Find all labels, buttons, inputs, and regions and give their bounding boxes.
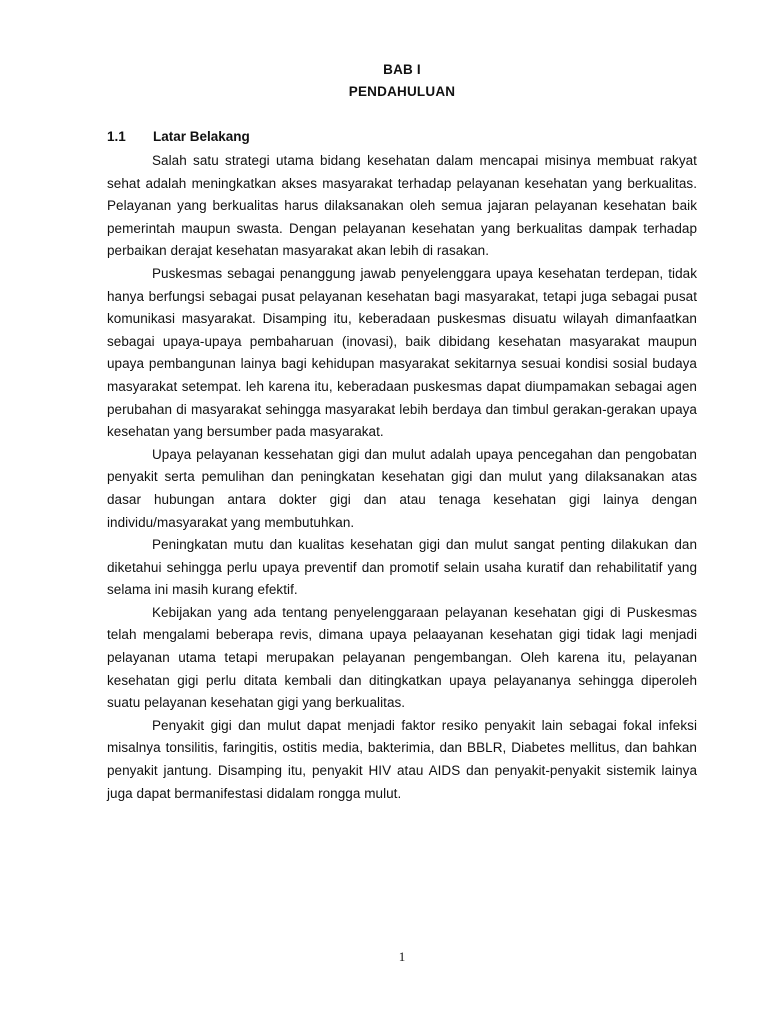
paragraph-6: Penyakit gigi dan mulut dapat menjadi faktor resiko penyakit lain sebagai fokal infeksi misalnya tonsilitis, faringitis, ostitis media, bakterimia, dan BBLR, Diabetes mellitus, dan bahkan penyakit jantung. Disamping itu, penyakit HIV atau AIDS dan penyakit-penyakit sistemik lainya juga dapat bermanifestasi didalam rongga mulut. [107, 717, 697, 801]
paragraph-5: Kebijakan yang ada tentang penyelenggaraan pelayanan kesehatan gigi di Puskesmas telah mengalami beberapa revis, dimana upaya pelaayanan kesehatan gigi tidak lagi menjadi pelayanan utama tetapi merupakan pelayanan pengembangan. Oleh karena itu, pelayanan kesehatan gigi perlu ditata kembali dan ditingkatkan upaya pelayananya sehingga diperoleh suatu pelayanan kesehatan gigi yang berkualitas. [107, 604, 697, 711]
section-heading [107, 129, 250, 144]
paragraph-2: Puskesmas sebagai penanggung jawab penyelenggara upaya kesehatan terdepan, tidak hanya berfungsi sebagai pusat pelayanan kesehatan bagi masyarakat, tetapi juga sebagai pusat komunikasi masyarakat. Disamping itu, keberadaan puskesmas disuatu wilayah dimanfaatkan sebagai upaya-upaya pembaharuan (inovasi), baik dibidang kesehatan masyarakat maupun upaya pembangunan lainya bagi kehidupan masyarakat sekitarnya sesuai kondisi sosial budaya masyarakat setempat. leh karena itu, keberadaan puskesmas dapat diumpamakan sebagai agen perubahan di masyarakat sehingga masyarakat lebih berdaya dan timbul gerakan-gerakan upaya kesehatan yang bersumber pada masyarakat. [107, 265, 697, 440]
page-number: 1 [398, 949, 406, 964]
body-text [107, 150, 697, 805]
chapter-number: BAB I [383, 62, 421, 77]
section-number: 1.1 [107, 129, 126, 144]
chapter-title: PENDAHULUAN [348, 84, 456, 99]
paragraph-1: Salah satu strategi utama bidang kesehatan dalam mencapai misinya membuat rakyat sehat adalah meningkatkan akses masyarakat terhadap pelayanan kesehatan yang berkualitas. Pelayanan yang berkualitas harus dilaksanakan oleh semua jajaran pelayanan kesehatan baik pemerintah maupun swasta. Dengan pelayanan kesehatan yang berkualitas dampak terhadap perbaikan derajat kesehatan masyarakat akan lebih di rasakan. [107, 153, 697, 259]
paragraph-4: Peningkatan mutu dan kualitas kesehatan gigi dan mulut sangat penting dilakukan dan diketahui sehingga perlu upaya preventif dan promotif selain usaha kuratif dan rehabilitatif yang selama ini masih kurang efektif. [107, 537, 697, 598]
paragraph-3: Upaya pelayanan kessehatan gigi dan mulut adalah upaya pencegahan dan pengobatan penyakit serta pemulihan dan peningkatan kesehatan gigi dan mulut yang dilaksanakan atas dasar hubungan antara dokter gigi dan atau tenaga kesehatan gigi lainya dengan individu/masyarakat yang membutuhkan. [107, 446, 697, 530]
section-title: Latar Belakang [153, 129, 250, 144]
